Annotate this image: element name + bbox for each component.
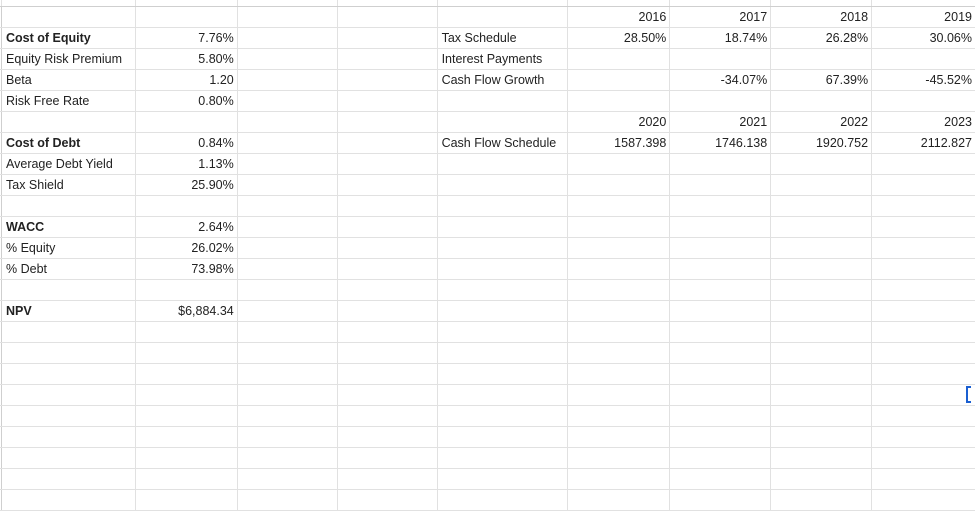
sheet-row (0, 448, 975, 469)
cell[interactable] (2, 448, 136, 468)
cell[interactable] (670, 469, 771, 489)
sheet-row (0, 364, 975, 385)
cell[interactable]: 26.28% (771, 28, 872, 48)
cell[interactable] (568, 490, 670, 510)
cell[interactable] (2, 112, 136, 132)
cell[interactable] (771, 427, 872, 447)
cell[interactable] (238, 259, 338, 279)
cell[interactable] (568, 343, 670, 363)
cell[interactable] (238, 280, 338, 300)
cell[interactable] (670, 322, 771, 342)
cell[interactable] (338, 70, 438, 90)
cell[interactable] (338, 469, 438, 489)
cell[interactable] (338, 196, 438, 216)
cell[interactable] (771, 91, 872, 111)
cell[interactable] (438, 490, 569, 510)
cell[interactable] (2, 406, 136, 426)
cell[interactable] (238, 238, 338, 258)
cell[interactable] (136, 322, 238, 342)
cell[interactable] (670, 490, 771, 510)
cell[interactable] (438, 385, 569, 405)
sheet-row (0, 217, 975, 238)
cell[interactable] (2, 364, 136, 384)
cell[interactable] (670, 301, 771, 321)
cell[interactable]: 2019 (944, 9, 972, 24)
cell[interactable] (670, 280, 771, 300)
cell[interactable]: Equity Risk Premium (2, 49, 136, 69)
cell[interactable]: 25.90% (136, 175, 238, 195)
cell[interactable]: 1.13% (136, 154, 238, 174)
cell[interactable] (238, 448, 338, 468)
cell[interactable]: NPV (2, 301, 136, 321)
sheet-row (0, 238, 975, 259)
cell[interactable]: % Equity (2, 238, 136, 258)
cell[interactable] (771, 49, 872, 69)
cell[interactable] (670, 385, 771, 405)
cell[interactable] (568, 70, 670, 90)
cell[interactable] (872, 217, 975, 237)
cell[interactable] (2, 343, 136, 363)
cell[interactable]: 2020 (568, 112, 670, 132)
cell[interactable]: 0.84% (136, 133, 238, 153)
cell[interactable] (2, 469, 136, 489)
cell[interactable] (872, 154, 975, 174)
cell[interactable]: 5.80% (136, 49, 238, 69)
sheet-row (0, 385, 975, 406)
cell[interactable]: 1587.398 (568, 133, 670, 153)
cell[interactable] (238, 133, 338, 153)
cell[interactable] (338, 343, 438, 363)
cell[interactable] (238, 490, 338, 510)
cell[interactable] (771, 259, 872, 279)
cell[interactable] (136, 364, 238, 384)
cell[interactable] (872, 238, 975, 258)
cell[interactable] (338, 175, 438, 195)
cell[interactable] (568, 217, 670, 237)
sheet-row (0, 490, 975, 511)
cell[interactable]: Cash Flow Schedule (438, 133, 569, 153)
cell[interactable] (2, 385, 136, 405)
cell[interactable] (438, 364, 569, 384)
cell[interactable]: -34.07% (670, 70, 771, 90)
cell[interactable] (136, 343, 238, 363)
cell[interactable] (438, 301, 569, 321)
cell[interactable] (438, 259, 569, 279)
cell[interactable] (670, 364, 771, 384)
cell[interactable] (438, 196, 569, 216)
cell[interactable]: 2.64% (136, 217, 238, 237)
sheet-row (0, 280, 975, 301)
cell[interactable] (2, 322, 136, 342)
cell[interactable] (338, 133, 438, 153)
cell[interactable] (568, 196, 670, 216)
cell[interactable] (238, 70, 338, 90)
sheet-row (0, 7, 975, 28)
cell[interactable] (872, 49, 975, 69)
cell[interactable]: 2021 (670, 112, 771, 132)
cell[interactable] (670, 217, 771, 237)
cell[interactable] (338, 490, 438, 510)
cell[interactable]: 1920.752 (771, 133, 872, 153)
cell[interactable] (568, 427, 670, 447)
cell[interactable] (438, 154, 569, 174)
cell[interactable] (438, 175, 569, 195)
cell[interactable] (872, 322, 975, 342)
cell[interactable]: Beta (2, 70, 136, 90)
cell[interactable] (872, 259, 975, 279)
cell[interactable]: Interest Payments (438, 49, 569, 69)
cell[interactable]: 2023 (944, 114, 972, 129)
cell[interactable]: Risk Free Rate (2, 91, 136, 111)
cell[interactable]: 73.98% (136, 259, 238, 279)
cell[interactable] (771, 385, 872, 405)
cell[interactable] (2, 196, 136, 216)
cell[interactable]: -45.52% (925, 72, 972, 87)
cell[interactable] (568, 385, 670, 405)
cell[interactable] (771, 217, 872, 237)
cell[interactable] (438, 322, 569, 342)
cell[interactable] (670, 448, 771, 468)
cell[interactable] (238, 28, 338, 48)
cell[interactable] (568, 469, 670, 489)
cell[interactable] (872, 175, 975, 195)
cell[interactable] (238, 301, 338, 321)
cell[interactable] (338, 154, 438, 174)
cell[interactable] (771, 280, 872, 300)
cell[interactable] (771, 448, 872, 468)
cell[interactable] (338, 7, 438, 27)
cell[interactable] (2, 490, 136, 510)
cell[interactable] (670, 154, 771, 174)
cell[interactable] (136, 427, 238, 447)
sheet-row (0, 133, 975, 154)
cell[interactable] (872, 385, 975, 405)
cell[interactable] (568, 364, 670, 384)
header-strip (0, 0, 975, 7)
cell[interactable]: 2016 (568, 7, 670, 27)
cell[interactable] (136, 7, 238, 27)
cell[interactable] (2, 280, 136, 300)
cell[interactable]: Cost of Equity (2, 28, 136, 48)
cell[interactable] (568, 154, 670, 174)
cell[interactable] (670, 343, 771, 363)
cell[interactable] (568, 175, 670, 195)
cell[interactable]: 0.80% (136, 91, 238, 111)
cell[interactable] (338, 280, 438, 300)
cell[interactable] (872, 301, 975, 321)
cell[interactable] (771, 406, 872, 426)
cell[interactable]: 2017 (670, 7, 771, 27)
cell[interactable]: Tax Shield (2, 175, 136, 195)
cell[interactable] (670, 238, 771, 258)
cell[interactable] (238, 7, 338, 27)
cell[interactable] (438, 469, 569, 489)
cell[interactable] (872, 364, 975, 384)
cell[interactable] (568, 91, 670, 111)
cell[interactable] (2, 427, 136, 447)
cell[interactable] (771, 175, 872, 195)
cell[interactable] (238, 469, 338, 489)
cell[interactable] (2, 7, 136, 27)
cell[interactable] (338, 301, 438, 321)
cell[interactable] (771, 154, 872, 174)
cell[interactable] (338, 448, 438, 468)
cell[interactable] (136, 385, 238, 405)
cell[interactable]: 1746.138 (670, 133, 771, 153)
cell[interactable] (238, 196, 338, 216)
cell[interactable] (136, 196, 238, 216)
cell[interactable] (338, 364, 438, 384)
sheet-row (0, 175, 975, 196)
cell[interactable] (338, 49, 438, 69)
cell[interactable] (771, 196, 872, 216)
cell[interactable] (438, 406, 569, 426)
cell[interactable] (670, 49, 771, 69)
cell[interactable] (238, 343, 338, 363)
cell[interactable] (670, 196, 771, 216)
cell[interactable] (238, 385, 338, 405)
cell[interactable] (238, 406, 338, 426)
sheet-row (0, 70, 975, 91)
cell[interactable] (872, 490, 975, 510)
sheet-row (0, 154, 975, 175)
sheet-rows (0, 7, 975, 511)
cell[interactable] (338, 91, 438, 111)
cell[interactable] (338, 112, 438, 132)
cell[interactable] (872, 196, 975, 216)
cell[interactable]: Cash Flow Growth (438, 70, 569, 90)
cell[interactable] (568, 448, 670, 468)
cell[interactable] (438, 280, 569, 300)
cell[interactable] (238, 364, 338, 384)
cell[interactable] (438, 343, 569, 363)
cell[interactable] (568, 259, 670, 279)
cell[interactable] (568, 406, 670, 426)
cell[interactable] (238, 217, 338, 237)
cell[interactable] (438, 427, 569, 447)
cell[interactable] (136, 406, 238, 426)
cell[interactable] (568, 238, 670, 258)
cell[interactable]: 7.76% (136, 28, 238, 48)
cell[interactable] (238, 91, 338, 111)
sheet-row (0, 343, 975, 364)
cell[interactable] (338, 238, 438, 258)
cell[interactable]: Average Debt Yield (2, 154, 136, 174)
cell[interactable]: 18.74% (670, 28, 771, 48)
cell[interactable]: % Debt (2, 259, 136, 279)
cell[interactable] (771, 322, 872, 342)
sheet-row (0, 112, 975, 133)
cell[interactable]: 2112.827 (920, 135, 972, 150)
cell[interactable] (670, 259, 771, 279)
cell[interactable]: Tax Schedule (438, 28, 569, 48)
cell[interactable] (136, 469, 238, 489)
sheet-row (0, 427, 975, 448)
cell[interactable] (872, 406, 975, 426)
sheet-row (0, 301, 975, 322)
cell[interactable] (670, 175, 771, 195)
cell[interactable] (568, 301, 670, 321)
cell[interactable] (568, 322, 670, 342)
cell[interactable] (872, 469, 975, 489)
cell[interactable] (238, 175, 338, 195)
cell[interactable] (238, 322, 338, 342)
cell[interactable]: WACC (2, 217, 136, 237)
cell[interactable] (238, 427, 338, 447)
cell[interactable]: Cost of Debt (2, 133, 136, 153)
cell[interactable] (238, 154, 338, 174)
sheet-row (0, 91, 975, 112)
cell[interactable] (438, 217, 569, 237)
cell[interactable]: 2022 (771, 112, 872, 132)
cell[interactable] (771, 301, 872, 321)
cell[interactable] (568, 280, 670, 300)
cell[interactable] (438, 112, 569, 132)
cell[interactable]: 26.02% (136, 238, 238, 258)
cell[interactable] (670, 406, 771, 426)
cell[interactable] (338, 217, 438, 237)
cell[interactable] (872, 343, 975, 363)
cell[interactable] (438, 91, 569, 111)
cell[interactable]: 67.39% (771, 70, 872, 90)
cell[interactable] (872, 280, 975, 300)
cell[interactable] (771, 490, 872, 510)
cell[interactable] (136, 280, 238, 300)
cell[interactable] (238, 112, 338, 132)
cell[interactable] (238, 49, 338, 69)
cell[interactable] (338, 427, 438, 447)
sheet-row (0, 196, 975, 217)
cell[interactable] (670, 427, 771, 447)
cell[interactable]: 1.20 (136, 70, 238, 90)
cell[interactable]: 28.50% (568, 28, 670, 48)
cell[interactable] (438, 448, 569, 468)
sheet-row (0, 322, 975, 343)
cell[interactable] (568, 49, 670, 69)
cell[interactable] (136, 490, 238, 510)
sheet-row (0, 49, 975, 70)
cell[interactable] (771, 238, 872, 258)
cell[interactable] (438, 7, 569, 27)
cell[interactable] (771, 364, 872, 384)
cell[interactable]: 2018 (771, 7, 872, 27)
cell[interactable] (872, 448, 975, 468)
active-cell-cursor[interactable] (966, 386, 971, 403)
cell[interactable]: 30.06% (929, 30, 972, 45)
sheet-row (0, 28, 975, 49)
cell[interactable] (338, 385, 438, 405)
cell[interactable] (338, 28, 438, 48)
sheet-row (0, 406, 975, 427)
sheet-row (0, 469, 975, 490)
cell[interactable] (771, 469, 872, 489)
sheet-row (0, 259, 975, 280)
cell[interactable] (136, 448, 238, 468)
cell[interactable] (438, 238, 569, 258)
cell[interactable] (771, 343, 872, 363)
cell[interactable] (872, 91, 975, 111)
cell[interactable] (872, 427, 975, 447)
cell[interactable] (136, 112, 238, 132)
cell[interactable]: $6,884.34 (136, 301, 238, 321)
cell[interactable] (338, 322, 438, 342)
cell[interactable] (338, 406, 438, 426)
cell[interactable] (670, 91, 771, 111)
cell[interactable] (338, 259, 438, 279)
